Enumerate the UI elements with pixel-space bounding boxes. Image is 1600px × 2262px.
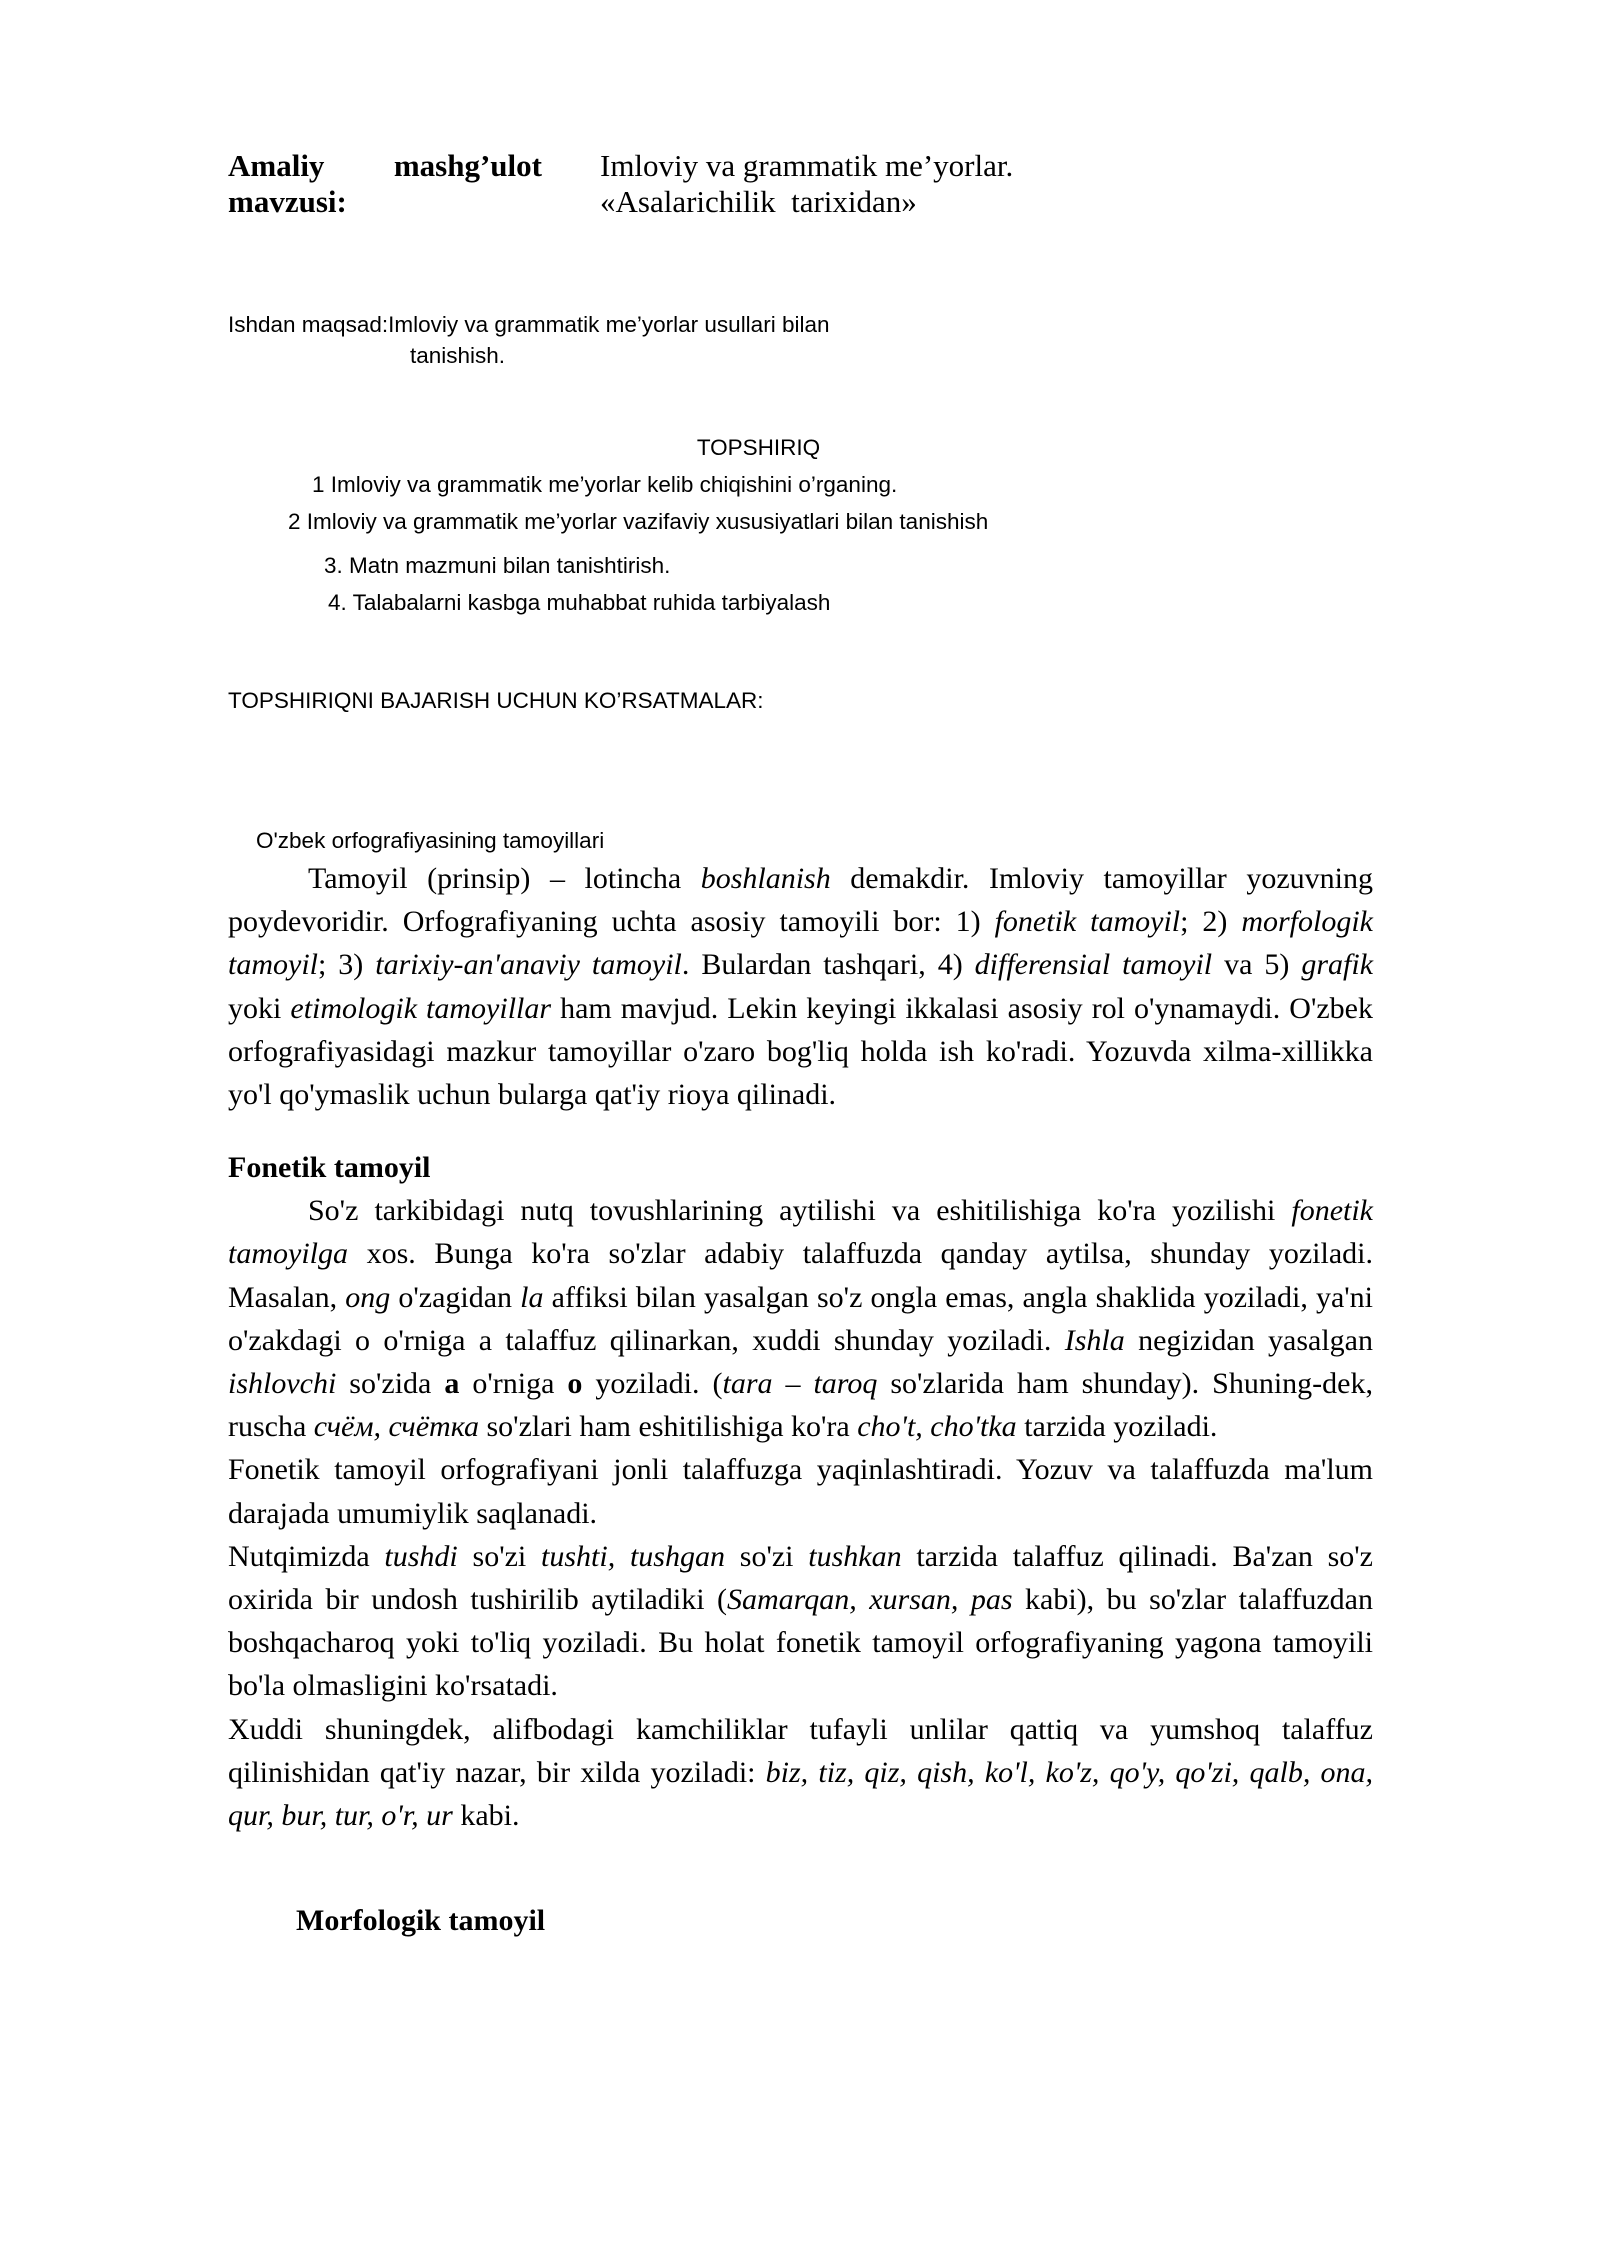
intro-i2: fonetik tamoyil [994, 905, 1181, 939]
fon-p4-s1: Xuddi shuningdek, alifbodagi kamchiliklar tufayli unlilar qattiq va yumshoq talaffuz qilinishidan qat'iy nazar, bir xilda yoziladi: [228, 1712, 1373, 1789]
tasks-title: TOPSHIRIQ [696, 435, 821, 461]
purpose-block [228, 309, 1373, 373]
intro-s6: va 5) [1212, 948, 1302, 982]
fon-p3-s5: kabi), bu so'zlar talaffuzdan boshqacharoq yoki to'liq yoziladi. Bu holat fonetik tamoyil orfografiyaning yagona tamoyili bo'la olmasligini ko'rsatadi. [228, 1582, 1373, 1703]
orthography-subheading: O'zbek orfografiyasining tamoyillari [256, 828, 605, 854]
intro-s4: ; 3) [318, 948, 376, 982]
fon-p1-i6: tara – taroq [722, 1367, 878, 1401]
document-header [228, 148, 1373, 221]
header-label-mavzusi: mavzusi: [228, 184, 347, 220]
task-item-4: 4. Talabalarni kasbga muhabbat ruhida tarbiyalash [328, 590, 831, 616]
task-item-1: 1 Imloviy va grammatik me’yorlar kelib chiqishini o’rganing. [312, 472, 898, 498]
tasks-list [228, 469, 1373, 619]
task-item-2: 2 Imloviy va grammatik me’yorlar vazifaviy xususiyatlari bilan tanishish [288, 509, 989, 535]
fon-p1-i5: ishlovchi [228, 1367, 337, 1401]
fonetik-paragraph-3 [228, 1535, 1373, 1708]
header-value-column [560, 148, 1373, 221]
fonetik-paragraph-2: Fonetik tamoyil orfografiyani jonli talaffuzga yaqinlashtiradi. Yozuv va talaffuzda ma'lum darajada umumiylik saqlanadi. [228, 1453, 1373, 1530]
intro-i6: grafik [1301, 948, 1374, 982]
intro-i4: tarixiy-an'anaviy tamoyil [375, 948, 682, 982]
fon-p1-i8: cho't, cho'tka [857, 1410, 1017, 1444]
fon-p1-s6: so'zida [336, 1367, 445, 1401]
intro-s7: yoki [228, 991, 291, 1025]
fon-p1-s3: o'zagidan [390, 1280, 521, 1314]
header-value-line1: Imloviy va grammatik me’yorlar. [600, 148, 1014, 183]
fon-p3-s2: so'zi [457, 1539, 542, 1573]
fon-p3-s3: so'zi [725, 1539, 809, 1573]
fon-p1-s10: so'zlari ham eshitilishiga ko'ra [479, 1410, 858, 1444]
fonetik-paragraph-4 [228, 1708, 1373, 1838]
header-value-line2: «Asalarichilik tarixidan» [600, 184, 917, 220]
fon-p1-s2: xos. Bunga ko'ra so'zlar adabiy talaffuzda qanday aytilsa, shunday yoziladi. Masalan, [228, 1237, 1373, 1314]
intro-s8: ham mavjud. Lekin keyingi ikkalasi asosiy rol o'ynamaydi. O'zbek orfografiyasidagi mazkur tamoyillar o'zaro bog'liq holda ish ko'radi. Yozuvda xilma-xillikka yo'l qo'ymaslik uchun bularga qat'iy rioya qilinadi. [228, 991, 1373, 1111]
spacer-after-intro [228, 1116, 1373, 1146]
intro-paragraph [228, 857, 1373, 1116]
fon-p1-s11: tarzida yoziladi. [1016, 1410, 1218, 1444]
fon-p1-s8: yoziladi. ( [582, 1367, 723, 1401]
fon-p1-s9: so'zlarida ham shunday). Shuning-dek, ruscha [228, 1367, 1373, 1444]
intro-i1: boshlanish [700, 861, 831, 895]
purpose-line-1: Ishdan maqsad:Imloviy va grammatik me’yorlar usullari bilan [228, 311, 830, 337]
intro-s5: . Bulardan tashqari, 4) [681, 948, 975, 982]
purpose-line-2: tanishish. [410, 343, 506, 369]
fon-p3-i2: tushti, tushgan [541, 1539, 725, 1573]
intro-s3: ; 2) [1180, 905, 1242, 939]
intro-i7: etimologik tamoyillar [290, 991, 552, 1025]
intro-i5: differensial tamoyil [974, 948, 1213, 982]
fon-p3-i3: tushkan [808, 1539, 902, 1573]
fon-p1-s1: So'z tarkibidagi nutq tovushlarining aytilishi va eshitilishiga ko'ra yozilishi [308, 1194, 1292, 1228]
fon-p4-i1: biz, tiz, qiz, qish, ko'l, ko'z, qo'y, qo'zi, qalb, ona, qur, bur, tur, o'r, ur [228, 1755, 1373, 1832]
header-label-column [228, 148, 560, 221]
fon-p1-b2: o [567, 1367, 583, 1401]
fon-p1-i4: Ishla [1064, 1323, 1125, 1357]
header-label-line1 [228, 148, 560, 184]
fon-p1-b1: a [444, 1367, 460, 1401]
spacer-before-morfologik [228, 1837, 1373, 1899]
fon-p3-i4: Samarqan, xursan, pas [727, 1582, 1013, 1616]
intro-i3: morfologik tamoyil [228, 905, 1373, 982]
fon-p1-i3: la [520, 1280, 544, 1314]
fon-p1-i2: ong [345, 1280, 391, 1314]
document-content [228, 0, 1373, 1942]
fon-p1-i7: счём, счётка [313, 1410, 479, 1444]
fon-p3-s1: Nutqimizda [228, 1539, 385, 1573]
fon-p1-i1: fonetik tamoyilga [228, 1194, 1373, 1271]
fonetik-heading: Fonetik tamoyil [228, 1151, 431, 1185]
fon-p1-s5: negizidan yasalgan [1124, 1323, 1373, 1357]
tasks-block [228, 432, 1373, 619]
instructions-heading: TOPSHIRIQNI BAJARISH UCHUN KO’RSATMALAR: [228, 688, 764, 714]
document-body [228, 857, 1373, 1942]
header-label-mashgulot: mashg’ulot [393, 148, 542, 183]
morfologik-heading: Morfologik tamoyil [296, 1904, 546, 1938]
fon-p1-s7: o'rniga [459, 1367, 568, 1401]
intro-s1: Tamoyil (prinsip) – lotincha [308, 861, 701, 895]
fon-p3-i1: tushdi [384, 1539, 458, 1573]
task-item-3: 3. Matn mazmuni bilan tanishtirish. [324, 553, 671, 579]
fonetik-paragraph-1 [228, 1189, 1373, 1448]
header-label-amaliy: Amaliy [228, 148, 325, 183]
fon-p1-s4: affiksi bilan yasalgan so'z ongla emas, angla shaklida yoziladi, ya'ni o'zakdagi o o'rniga a talaffuz qilinarkan, xuddi shunday yoziladi. [228, 1280, 1374, 1357]
fon-p4-s2: kabi. [452, 1798, 520, 1832]
intro-s2: demakdir. Imloviy tamoyillar yozuvning poydevoridir. Orfografiyaning uchta asosiy tamoyili bor: 1) [228, 861, 1373, 939]
fon-p3-s4: tarzida talaffuz qilinadi. Ba'zan so'z oxirida bir undosh tushirilib aytiladiki ( [228, 1539, 1373, 1616]
